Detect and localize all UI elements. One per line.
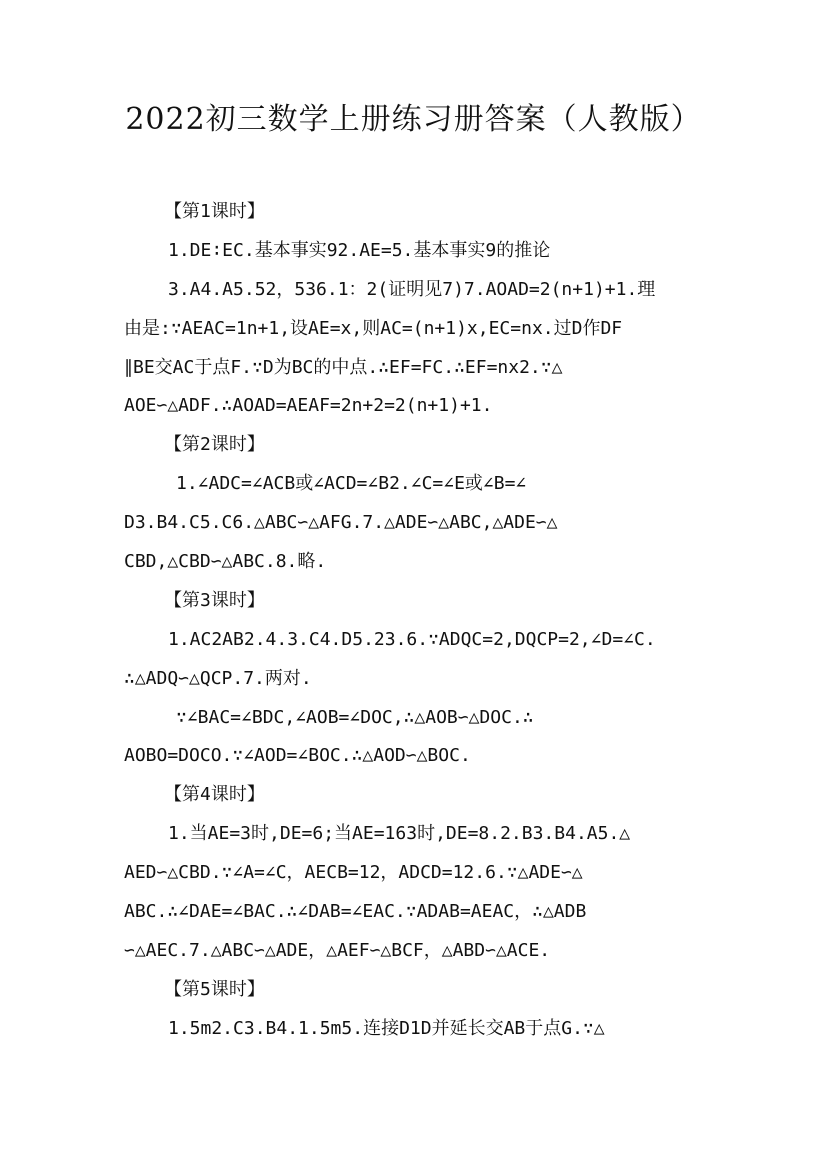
document-body	[124, 193, 712, 1049]
answer-line: D3.B4.C5.C6.△ABC∽△AFG.7.△ADE∽△ABC,△ADE∽△	[124, 512, 558, 534]
answer-line: ∽△AEC.7.△ABC∽△ADE，△AEF∽△BCF，△ABD∽△ACE.	[124, 939, 551, 961]
answer-line: AOBO=DOCO.∵∠AOD=∠BOC.∴△AOD∽△BOC.	[124, 745, 471, 767]
answer-line: AOE∽△ADF.∴AOAD=AEAF=2n+2=2(n+1)+1.	[124, 395, 493, 417]
answer-line: 1.AC2AB2.4.3.C4.D5.23.6.∵ADQC=2,DQCP=2,∠D=∠C.	[168, 628, 656, 650]
answer-line: ABC.∴∠DAE=∠BAC.∴∠DAB=∠EAC.∵ADAB=AEAC，∴△ADB	[124, 901, 587, 923]
answer-line: ∥BE交AC于点F.∵D为BC的中点.∴EF=FC.∴EF=nx2.∵△	[124, 356, 563, 378]
answer-line: 1.∠ADC=∠ACB或∠ACD=∠B2.∠C=∠E或∠B=∠	[176, 473, 527, 495]
answer-line: 1.5m2.C3.B4.1.5m5.连接D1D并延长交AB于点G.∵△	[168, 1017, 605, 1039]
answer-line: 1.当AE=3时,DE=6;当AE=163时,DE=8.2.B3.B4.A5.△	[168, 823, 631, 845]
section-heading-lesson-4: 【第4课时】	[164, 784, 265, 806]
answer-line: ∵∠BAC=∠BDC,∠AOB=∠DOC,∴△AOB∽△DOC.∴	[176, 706, 534, 728]
answer-line: 1.DE∶EC.基本事实92.AE=5.基本事实9的推论	[168, 239, 551, 261]
answer-line: AED∽△CBD.∵∠A=∠C，AECB=12，ADCD=12.6.∵△ADE∽△	[124, 862, 583, 884]
answer-line: CBD,△CBD∽△ABC.8.略.	[124, 551, 327, 573]
section-heading-lesson-3: 【第3课时】	[164, 589, 265, 611]
document-title: 2022初三数学上册练习册答案（人教版）	[125, 102, 702, 137]
section-heading-lesson-1: 【第1课时】	[164, 201, 265, 222]
answer-line: ∴△ADQ∽△QCP.7.两对.	[124, 667, 312, 689]
answer-line: 由是:∵AEAC=1n+1,设AE=x,则AC=(n+1)x,EC=nx.过D作DF	[124, 317, 623, 339]
answer-line: 3.A4.A5.52，536.1：2(证明见7)7.AOAD=2(n+1)+1.理	[168, 278, 656, 300]
section-heading-lesson-2: 【第2课时】	[164, 434, 265, 456]
section-heading-lesson-5: 【第5课时】	[164, 978, 265, 1000]
